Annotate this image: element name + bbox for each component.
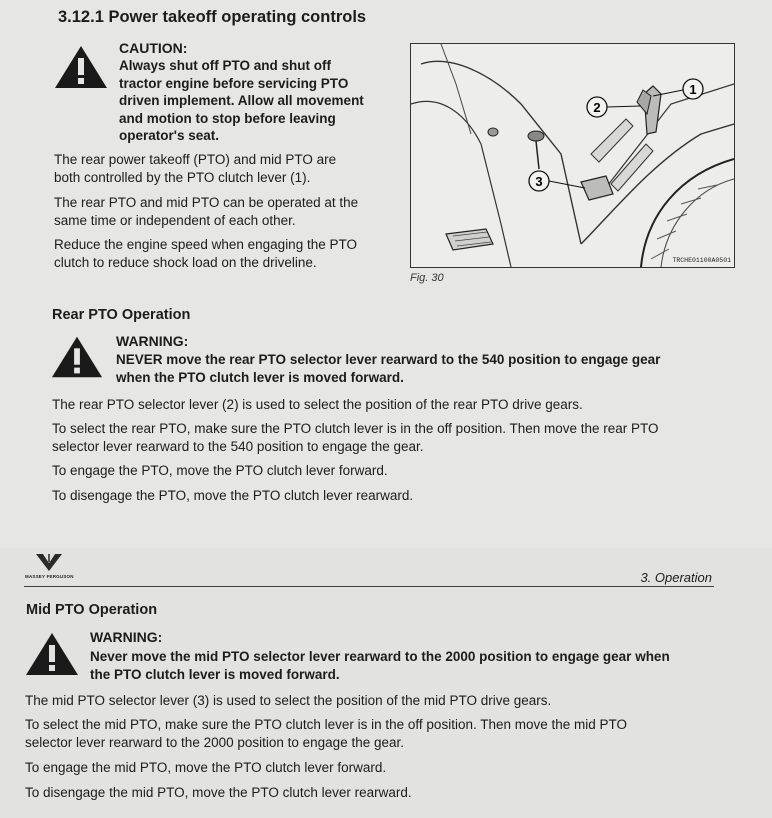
- rear-pto-heading: Rear PTO Operation: [52, 307, 191, 323]
- caution-line: operator's seat.: [119, 128, 219, 143]
- caution-text: [119, 57, 364, 145]
- text-line: both controlled by the PTO clutch lever (1).: [54, 170, 311, 185]
- rear-pto-paragraph-2: [52, 420, 659, 456]
- section-label: 3. Operation: [640, 570, 712, 585]
- caution-warning-icon: [53, 44, 109, 90]
- mid-pto-heading: Mid PTO Operation: [26, 602, 158, 618]
- rear-pto-warning-icon: [50, 334, 104, 380]
- massey-ferguson-logo-icon: [34, 552, 64, 572]
- callout-2: 2: [593, 100, 601, 115]
- mid-pto-warning-heading: WARNING:: [90, 629, 163, 645]
- text-line: The rear PTO selector lever (2) is used to select the position of the rear PTO drive gears.: [52, 397, 583, 412]
- figure-caption: Fig. 30: [410, 272, 444, 284]
- mid-pto-paragraph-4: [25, 784, 412, 802]
- manual-page-bottom: [0, 548, 772, 818]
- warning-line: when the PTO clutch lever is moved forward.: [116, 369, 404, 385]
- mid-pto-paragraph-3: [25, 759, 386, 777]
- text-line: same time or independent of each other.: [54, 213, 296, 228]
- warning-line: NEVER move the rear PTO selector lever rearward to the 540 position to engage gear: [116, 352, 661, 367]
- intro-paragraph-1: [54, 151, 336, 187]
- text-line: To select the mid PTO, make sure the PTO clutch lever is in the off position. Then move the mid PTO: [25, 717, 628, 732]
- rear-pto-paragraph-3: [52, 462, 388, 480]
- text-line: To disengage the PTO, move the PTO clutch lever rearward.: [52, 488, 414, 503]
- caution-heading: CAUTION:: [119, 40, 188, 56]
- text-line: To select the rear PTO, make sure the PTO clutch lever is in the off position. Then move the rear PTO: [52, 421, 659, 436]
- text-line: The mid PTO selector lever (3) is used to select the position of the mid PTO drive gears.: [25, 693, 552, 708]
- figure-pto-controls: [410, 43, 735, 268]
- section-title: 3.12.1 Power takeoff operating controls: [58, 8, 367, 26]
- figure-code: TRCHE01100A0501: [672, 257, 731, 264]
- caution-line: and motion to stop before leaving: [119, 110, 336, 126]
- intro-paragraph-2: [54, 194, 358, 230]
- callout-1: 1: [689, 82, 697, 97]
- text-line: To disengage the mid PTO, move the PTO clutch lever rearward.: [25, 785, 412, 800]
- text-line: selector lever rearward to the 2000 position to engage the gear.: [25, 735, 404, 750]
- mid-pto-warning-icon: [24, 630, 80, 678]
- text-line: clutch to reduce shock load on the driveline.: [54, 255, 317, 270]
- caution-line: tractor engine before servicing PTO: [119, 75, 349, 91]
- caution-line: Always shut off PTO and shut off: [119, 58, 332, 73]
- text-line: Reduce the engine speed when engaging the PTO: [54, 237, 357, 252]
- mid-pto-paragraph-2: [25, 716, 627, 752]
- text-line: To engage the PTO, move the PTO clutch lever forward.: [52, 463, 388, 478]
- mid-pto-warning-text: [90, 648, 670, 683]
- mid-pto-paragraph-1: [25, 692, 551, 710]
- warning-line: Never move the mid PTO selector lever rearward to the 2000 position to engage gear when: [90, 649, 670, 664]
- warning-line: the PTO clutch lever is moved forward.: [90, 666, 340, 682]
- rear-pto-paragraph-4: [52, 487, 413, 505]
- caution-line: driven implement. Allow all movement: [119, 93, 364, 108]
- intro-paragraph-3: [54, 236, 357, 272]
- callout-3: 3: [535, 174, 543, 189]
- text-line: The rear power takeoff (PTO) and mid PTO are: [54, 152, 337, 167]
- rear-pto-warning-text: [116, 351, 660, 386]
- rear-pto-warning-heading: WARNING:: [116, 333, 189, 349]
- rear-pto-paragraph-1: [52, 396, 583, 414]
- text-line: To engage the mid PTO, move the PTO clutch lever forward.: [25, 760, 387, 775]
- brand-name: MASSEY FERGUSON: [25, 574, 74, 579]
- footer-divider: [24, 586, 714, 587]
- text-line: The rear PTO and mid PTO can be operated at the: [54, 195, 359, 210]
- text-line: selector lever rearward to the 540 position to engage the gear.: [52, 439, 424, 454]
- tractor-controls-illustration: [411, 44, 734, 267]
